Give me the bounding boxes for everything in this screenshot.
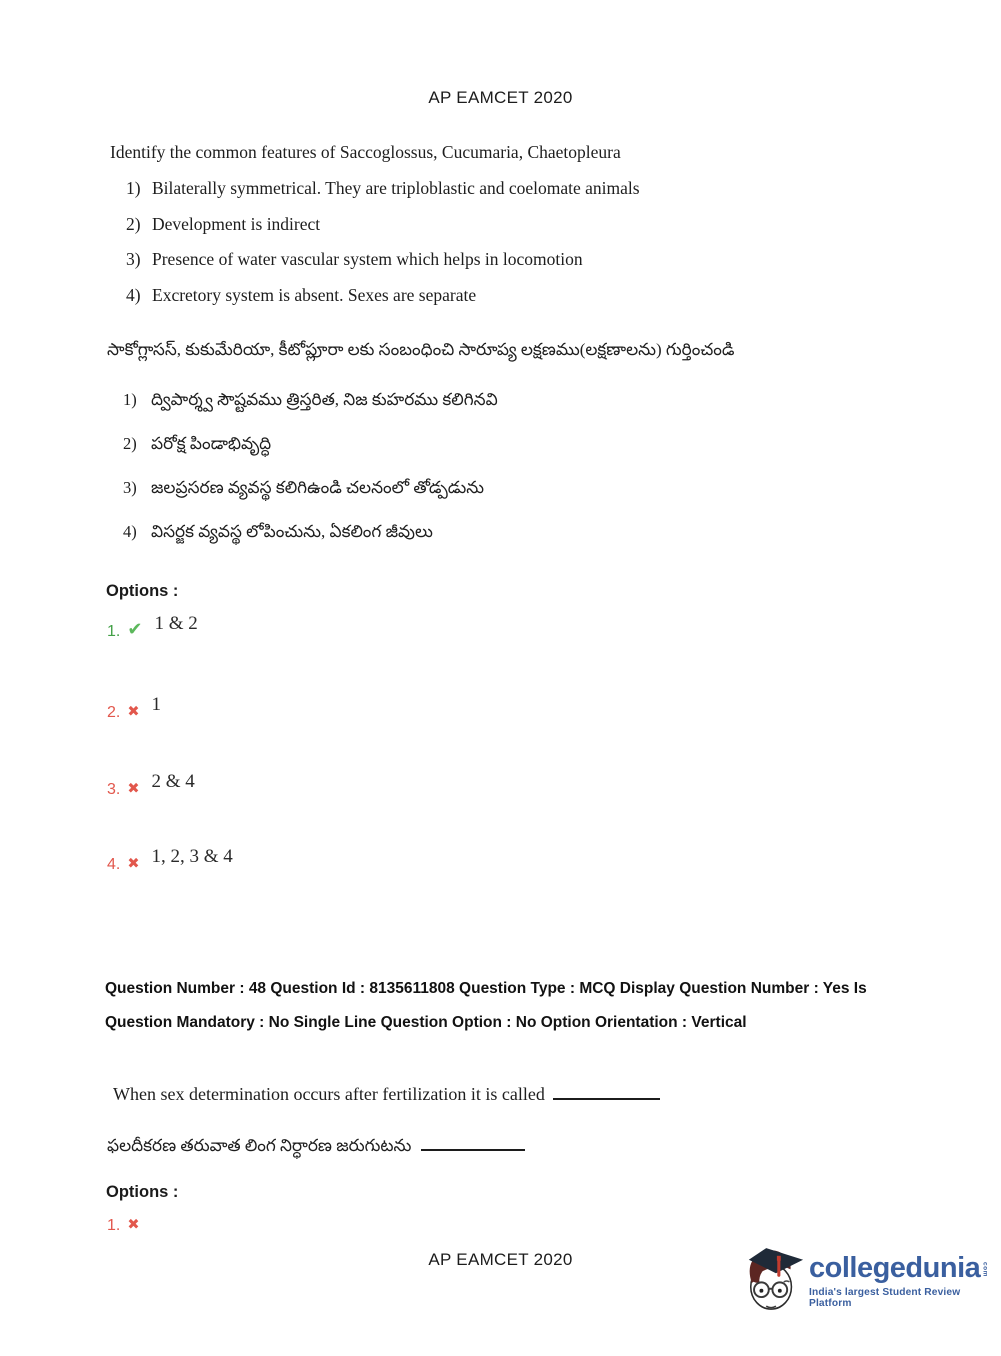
check-icon: ✔ [127, 619, 143, 639]
answer-option-1[interactable] [107, 613, 198, 642]
logo-text-block [809, 1253, 988, 1309]
statement-row [107, 390, 907, 414]
collegedunia-logo[interactable] [743, 1240, 989, 1322]
answer-option-3[interactable] [107, 771, 195, 800]
page-title: AP EAMCET 2020 [428, 88, 573, 107]
statement-text: Bilaterally symmetrical. They are triploblastic and coelomate animals [152, 178, 640, 198]
logo-tagline: India's largest Student Review Platform [809, 1287, 961, 1309]
statement-text: విసర్జక వ్యవస్థ లోపించును, ఏకలింగ జీవులు [151, 522, 433, 541]
option-number: 3. [107, 781, 121, 798]
statement-number: 1) [126, 178, 141, 198]
option-value: 2 & 4 [151, 771, 195, 792]
options-label: Options : [106, 1183, 179, 1201]
question-metadata: Question Number : 48 Question Id : 8135611808 Question Type : MCQ Display Question Number : Yes Is Question Mandatory : No Single Line Question Option : No Option Orientation : Vertical [105, 980, 867, 1031]
statement-number: 3) [123, 478, 137, 497]
option-number: 1. [107, 623, 121, 640]
statement-row [110, 214, 890, 235]
logo-tld: com [981, 1262, 989, 1277]
statement-row [110, 178, 890, 199]
statement-number: 4) [126, 284, 141, 305]
statement-row [107, 478, 907, 502]
statement-text: Excretory system is absent. Sexes are separate [152, 284, 477, 305]
answer-blank-line [421, 1134, 525, 1151]
cross-icon: ✖ [127, 704, 140, 720]
statement-number: 2) [123, 434, 137, 453]
statement-text: Presence of water vascular system which helps in locomotion [152, 249, 583, 269]
answer-blank-line [553, 1082, 660, 1100]
question-english-block [110, 142, 890, 320]
cross-icon: ✖ [127, 856, 140, 872]
statement-list-telugu [107, 390, 907, 546]
statement-text: ద్విపార్శ్వ సౌష్టవము త్రిస్తరిత, నిజ కుహరము కలిగినవి [151, 390, 498, 409]
statement-row [110, 285, 890, 306]
question48-telugu-text: ఫలదీకరణ తరువాత లింగ నిర్ధారణ జరుగుటను [107, 1136, 412, 1155]
statement-list-english [110, 178, 890, 306]
statement-number: 4) [123, 522, 137, 541]
option-number: 2. [107, 704, 121, 721]
statement-text: Development is indirect [152, 213, 321, 234]
question-telugu-block [107, 340, 907, 566]
option-value: 1 & 2 [154, 613, 198, 634]
statement-number: 2) [126, 213, 141, 234]
option-value: 1 [151, 694, 161, 715]
answer-option-4[interactable] [107, 846, 233, 875]
footer-title: AP EAMCET 2020 [428, 1250, 573, 1269]
statement-number: 3) [126, 249, 141, 269]
statement-number: 1) [123, 390, 137, 409]
statement-text: పరోక్ష పిండాభివృద్ధి [151, 434, 272, 453]
options-label: Options : [106, 582, 179, 600]
mascot-icon [743, 1243, 805, 1319]
question48-prompt-telugu [107, 1134, 525, 1160]
option-number: 1. [107, 1217, 121, 1234]
question48-english-text: When sex determination occurs after fertilization it is called [113, 1084, 545, 1104]
question48-prompt-english [113, 1082, 660, 1105]
option-number: 4. [107, 856, 121, 873]
statement-row [107, 522, 907, 546]
logo-brand-name: collegedunia [809, 1252, 981, 1284]
answer-option-2[interactable] [107, 694, 161, 723]
statement-row [110, 249, 890, 270]
statement-row [107, 434, 907, 458]
question-prompt-english: Identify the common features of Saccoglossus, Cucumaria, Chaetopleura [110, 142, 621, 162]
answer-option-1[interactable] [107, 1217, 140, 1235]
question-prompt-telugu: సాకోగ్లాసస్, కుకుమేరియా, కీటోప్లూరా లకు సంబంధించి సారూప్య లక్షణము(లక్షణాలను) గుర్తించండి [107, 340, 735, 359]
cross-icon: ✖ [127, 781, 140, 797]
option-value: 1, 2, 3 & 4 [151, 846, 233, 867]
statement-text: జలప్రసరణ వ్యవస్థ కలిగిఉండి చలనంలో తోడ్పడును [151, 478, 485, 497]
cross-icon: ✖ [127, 1217, 140, 1233]
